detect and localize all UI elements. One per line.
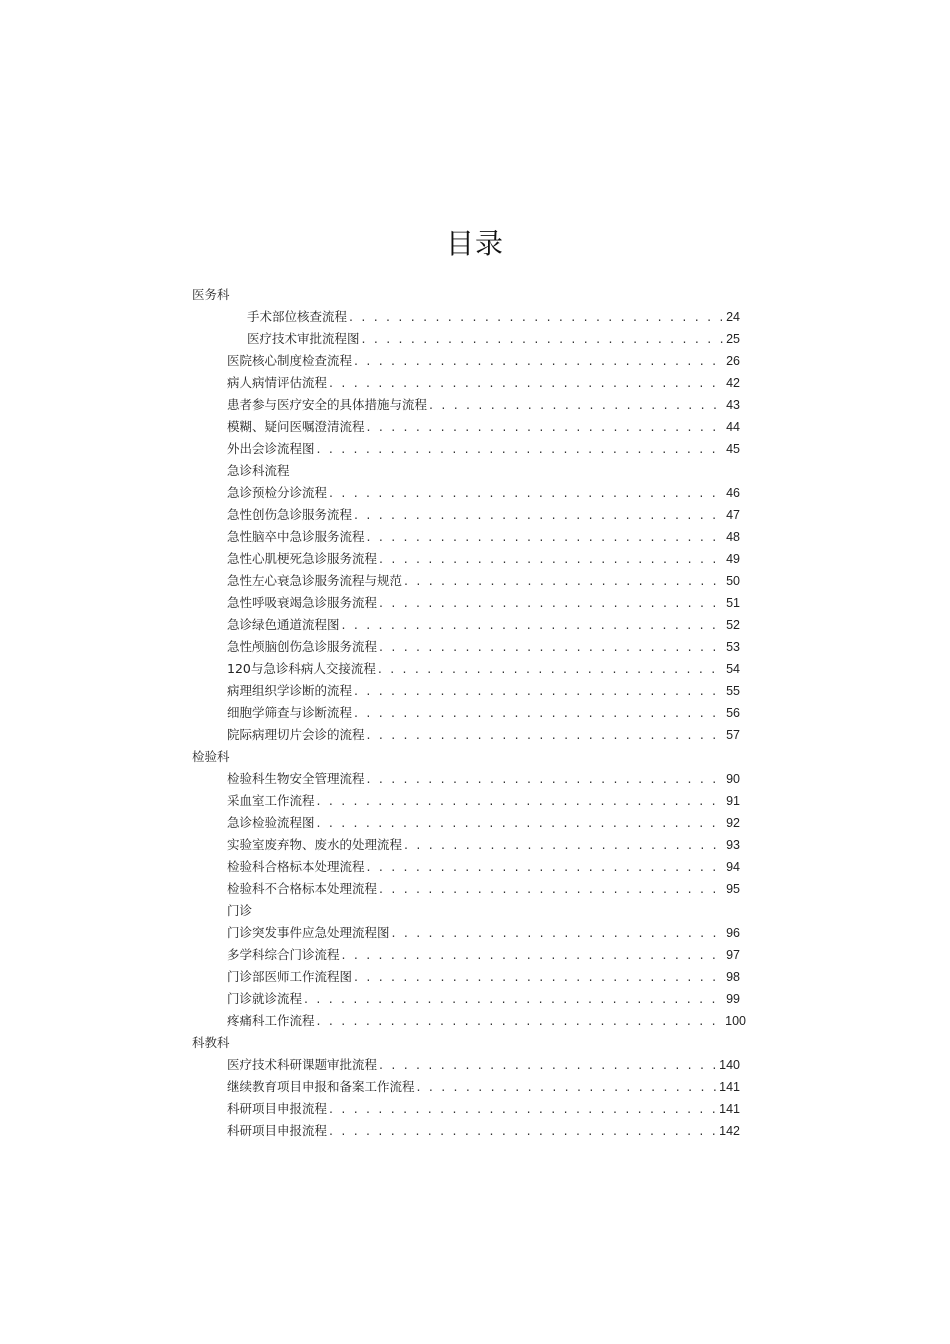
toc-leader-dots	[329, 1098, 717, 1120]
toc-row	[0, 504, 950, 526]
toc-row	[0, 482, 950, 504]
page-title: 目录	[445, 227, 504, 260]
toc-page-number: 45	[726, 442, 740, 456]
toc-entry[interactable]	[227, 548, 740, 570]
toc-leader-dots	[317, 438, 725, 460]
toc-leader-dots	[367, 768, 725, 790]
toc-leader-dots	[349, 306, 724, 328]
toc-row	[0, 636, 950, 658]
toc-page-number: 55	[726, 684, 740, 698]
toc-row	[0, 1010, 950, 1032]
toc-page-number: 24	[726, 310, 740, 324]
toc-page-number: 26	[726, 354, 740, 368]
toc-page-number: 100	[725, 1014, 746, 1028]
toc-row	[0, 658, 950, 680]
toc-row	[0, 790, 950, 812]
toc-page-number: 94	[726, 860, 740, 874]
toc-page-number: 99	[726, 992, 740, 1006]
toc-page-number: 141	[719, 1102, 740, 1116]
toc-entry-label: 继续教育项目申报和备案工作流程	[227, 1079, 415, 1094]
toc-page-number: 97	[726, 948, 740, 962]
toc-page-number: 98	[726, 970, 740, 984]
toc-entry-label: 急性颅脑创伤急诊服务流程	[227, 639, 378, 654]
toc-page-number: 92	[726, 816, 740, 830]
toc-row	[0, 394, 950, 416]
toc-row	[0, 724, 950, 746]
toc-leader-dots	[367, 856, 725, 878]
toc-entry[interactable]	[227, 482, 740, 504]
toc-row	[0, 592, 950, 614]
toc-leader-dots	[367, 724, 725, 746]
toc-entry-label: 急诊预检分诊流程	[227, 485, 328, 500]
toc-page-number: 95	[726, 882, 740, 896]
toc-row	[0, 944, 950, 966]
toc-leader-dots	[304, 988, 724, 1010]
toc-entry[interactable]	[227, 812, 740, 834]
toc-subheading: 急诊科流程	[227, 463, 290, 478]
toc-row	[0, 834, 950, 856]
toc-entry[interactable]	[227, 438, 740, 460]
toc-entry[interactable]	[227, 1010, 746, 1032]
toc-row	[0, 966, 950, 988]
toc-row	[0, 1076, 950, 1098]
toc-leader-dots	[354, 680, 724, 702]
toc-row	[0, 284, 950, 306]
toc-section-title: 医务科	[192, 287, 230, 302]
toc-row	[0, 702, 950, 724]
toc-entry-label: 外出会诊流程图	[227, 441, 315, 456]
toc-entry[interactable]	[227, 416, 740, 438]
toc-leader-dots	[354, 702, 724, 724]
table-of-contents	[0, 284, 950, 1142]
toc-row	[0, 856, 950, 878]
toc-entry-label: 模糊、疑问医嘱澄清流程	[227, 419, 365, 434]
toc-leader-dots	[329, 372, 724, 394]
toc-entry-label: 门诊突发事件应急处理流程图	[227, 925, 390, 940]
toc-leader-dots	[317, 790, 725, 812]
toc-page-number: 90	[726, 772, 740, 786]
toc-entry[interactable]	[227, 834, 740, 856]
toc-row	[0, 1098, 950, 1120]
toc-row	[0, 768, 950, 790]
toc-page-number: 56	[726, 706, 740, 720]
toc-entry-label: 急性左心衰急诊服务流程与规范	[227, 573, 403, 588]
toc-entry-label: 急诊绿色通道流程图	[227, 617, 340, 632]
toc-entry-label: 医疗技术科研课题审批流程	[227, 1057, 378, 1072]
toc-entry-label: 科研项目申报流程	[227, 1123, 328, 1138]
toc-entry[interactable]	[247, 328, 740, 350]
toc-row	[0, 812, 950, 834]
toc-page-number: 93	[726, 838, 740, 852]
toc-leader-dots	[378, 658, 724, 680]
toc-section-title: 科教科	[192, 1035, 230, 1050]
toc-entry[interactable]	[227, 944, 740, 966]
toc-leader-dots	[417, 1076, 718, 1098]
toc-entry[interactable]	[227, 636, 740, 658]
toc-row	[0, 1054, 950, 1076]
toc-entry-label: 病人病情评估流程	[227, 375, 328, 390]
toc-row	[0, 350, 950, 372]
toc-entry[interactable]	[227, 394, 740, 416]
toc-entry[interactable]	[227, 614, 740, 636]
toc-leader-dots	[354, 350, 724, 372]
toc-entry-label: 门诊就诊流程	[227, 991, 303, 1006]
toc-entry[interactable]	[227, 1098, 740, 1120]
toc-leader-dots	[367, 416, 725, 438]
toc-page-number: 53	[726, 640, 740, 654]
toc-entry[interactable]	[227, 570, 740, 592]
toc-page-number: 57	[726, 728, 740, 742]
toc-entry[interactable]	[227, 922, 740, 944]
toc-row	[0, 878, 950, 900]
toc-entry[interactable]	[227, 680, 740, 702]
toc-entry-label: 细胞学筛查与诊断流程	[227, 705, 353, 720]
toc-entry-label: 实验室废弃物、废水的处理流程	[227, 837, 403, 852]
toc-leader-dots	[404, 570, 724, 592]
toc-page-number: 50	[726, 574, 740, 588]
toc-leader-dots	[404, 834, 724, 856]
toc-entry[interactable]	[227, 1120, 740, 1142]
toc-page-number: 91	[726, 794, 740, 808]
toc-page-number: 42	[726, 376, 740, 390]
toc-page-number: 46	[726, 486, 740, 500]
toc-row	[0, 460, 950, 482]
toc-entry[interactable]	[227, 658, 740, 680]
toc-entry[interactable]	[247, 306, 740, 328]
toc-entry[interactable]	[227, 966, 740, 988]
toc-section-title: 检验科	[192, 749, 230, 764]
toc-entry[interactable]	[227, 526, 740, 548]
toc-row	[0, 746, 950, 768]
toc-page-number: 25	[726, 332, 740, 346]
toc-row	[0, 416, 950, 438]
toc-entry[interactable]	[227, 504, 740, 526]
toc-entry-label: 采血室工作流程	[227, 793, 315, 808]
toc-page-number: 141	[719, 1080, 740, 1094]
toc-entry-label: 急性呼吸衰竭急诊服务流程	[227, 595, 378, 610]
toc-leader-dots	[354, 504, 724, 526]
toc-leader-dots	[342, 944, 725, 966]
toc-row	[0, 922, 950, 944]
toc-entry[interactable]	[227, 592, 740, 614]
toc-entry[interactable]	[227, 1076, 740, 1098]
toc-entry[interactable]	[227, 768, 740, 790]
toc-entry[interactable]	[227, 856, 740, 878]
toc-page-number: 54	[726, 662, 740, 676]
toc-entry-label: 急诊检验流程图	[227, 815, 315, 830]
toc-entry[interactable]	[227, 350, 740, 372]
toc-page-number: 52	[726, 618, 740, 632]
toc-entry[interactable]	[227, 790, 740, 812]
toc-entry-label: 检验科生物安全管理流程	[227, 771, 365, 786]
toc-page-number: 142	[719, 1124, 740, 1138]
toc-entry-label: 医疗技术审批流程图	[247, 331, 360, 346]
toc-entry-label: 急性心肌梗死急诊服务流程	[227, 551, 378, 566]
toc-row	[0, 614, 950, 636]
toc-entry-label: 疼痛科工作流程	[227, 1013, 315, 1028]
toc-entry-label: 急性脑卒中急诊服务流程	[227, 529, 365, 544]
toc-entry-label: 急性创伤急诊服务流程	[227, 507, 353, 522]
toc-row	[0, 1120, 950, 1142]
toc-entry-label: 检验科合格标本处理流程	[227, 859, 365, 874]
toc-leader-dots	[342, 614, 725, 636]
toc-leader-dots	[367, 526, 725, 548]
toc-row	[0, 526, 950, 548]
toc-entry[interactable]	[227, 988, 740, 1010]
toc-entry-label: 医院核心制度检查流程	[227, 353, 353, 368]
toc-entry[interactable]	[227, 724, 740, 746]
toc-page-number: 140	[719, 1058, 740, 1072]
toc-entry-label: 手术部位核查流程	[247, 309, 348, 324]
toc-row	[0, 372, 950, 394]
toc-row	[0, 306, 950, 328]
toc-page-number: 47	[726, 508, 740, 522]
toc-row	[0, 900, 950, 922]
toc-leader-dots	[392, 922, 725, 944]
toc-entry-label: 120与急诊科病人交接流程	[227, 661, 376, 676]
toc-entry[interactable]	[227, 1054, 740, 1076]
toc-leader-dots	[379, 878, 724, 900]
toc-leader-dots	[379, 1054, 717, 1076]
toc-page-number: 51	[726, 596, 740, 610]
toc-leader-dots	[317, 812, 725, 834]
toc-entry[interactable]	[227, 372, 740, 394]
toc-row	[0, 1032, 950, 1054]
toc-leader-dots	[429, 394, 724, 416]
toc-subheading: 门诊	[227, 903, 253, 918]
toc-leader-dots	[329, 1120, 717, 1142]
toc-entry-label: 多学科综合门诊流程	[227, 947, 340, 962]
toc-leader-dots	[379, 548, 724, 570]
toc-entry-label: 门诊部医师工作流程图	[227, 969, 353, 984]
toc-leader-dots	[317, 1010, 724, 1032]
toc-leader-dots	[354, 966, 724, 988]
toc-row	[0, 548, 950, 570]
toc-row	[0, 570, 950, 592]
toc-row	[0, 680, 950, 702]
toc-leader-dots	[329, 482, 724, 504]
toc-page-number: 49	[726, 552, 740, 566]
toc-page-number: 48	[726, 530, 740, 544]
toc-row	[0, 988, 950, 1010]
toc-entry-label: 院际病理切片会诊的流程	[227, 727, 365, 742]
toc-entry[interactable]	[227, 878, 740, 900]
toc-page-number: 96	[726, 926, 740, 940]
toc-row	[0, 328, 950, 350]
toc-entry-label: 患者参与医疗安全的具体措施与流程	[227, 397, 428, 412]
toc-leader-dots	[379, 636, 724, 658]
toc-entry-label: 科研项目申报流程	[227, 1101, 328, 1116]
toc-page-number: 44	[726, 420, 740, 434]
toc-row	[0, 438, 950, 460]
toc-entry[interactable]	[227, 702, 740, 724]
toc-entry-label: 检验科不合格标本处理流程	[227, 881, 378, 896]
toc-page-number: 43	[726, 398, 740, 412]
toc-leader-dots	[379, 592, 724, 614]
toc-leader-dots	[362, 328, 725, 350]
toc-entry-label: 病理组织学诊断的流程	[227, 683, 353, 698]
